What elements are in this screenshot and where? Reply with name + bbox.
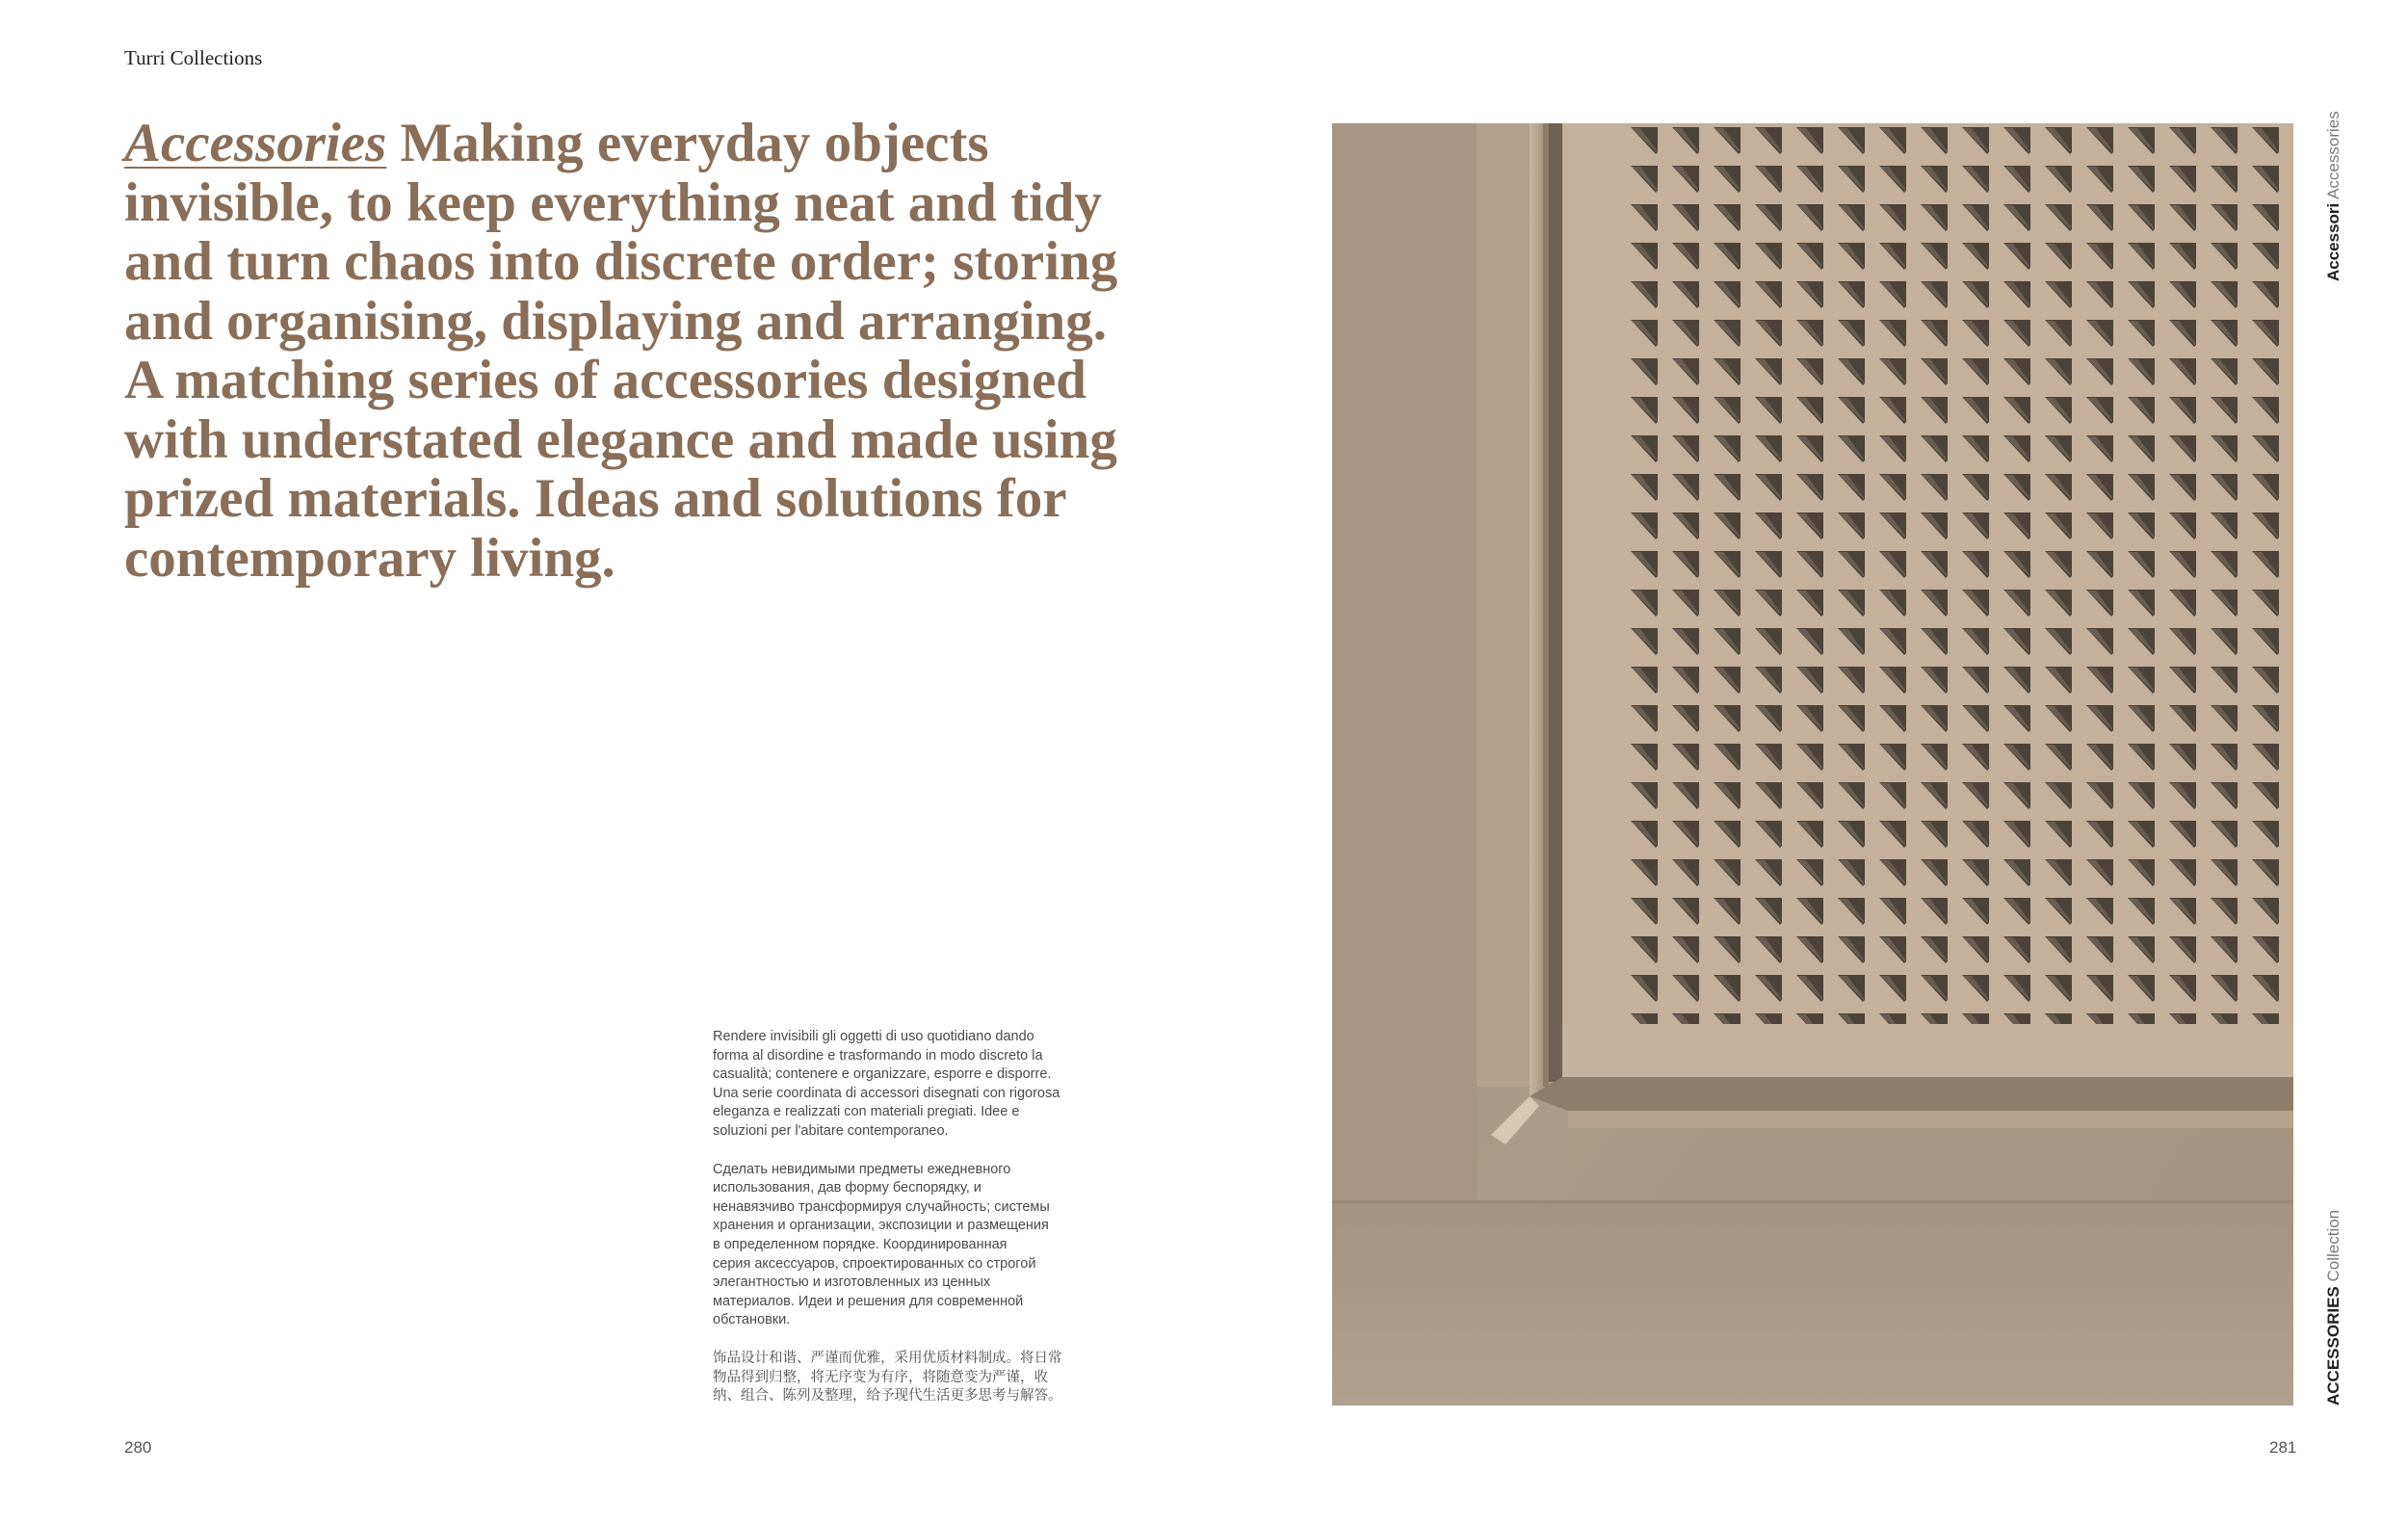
headline-line-2: invisible, to keep everything neat and tidy xyxy=(124,171,1102,233)
headline-line-6: with understated elegance and made using xyxy=(124,408,1117,470)
text-line: хранения и организации, экспозиции и размещения xyxy=(713,1218,1049,1234)
section-label-strong: Accessori xyxy=(2324,202,2343,281)
page-number-right: 281 xyxy=(2269,1438,2297,1457)
text-line: casualità; contenere e organizzare, esporre e disporre. xyxy=(713,1066,1052,1083)
text-line: в определенном порядке. Координированная xyxy=(713,1236,1008,1252)
headline-line-3: and turn chaos into discrete order; storing xyxy=(124,231,1118,292)
text-line: материалов. Идеи и решения для современной xyxy=(713,1293,1024,1309)
text-line: использования, дав форму беспорядку, и xyxy=(713,1180,982,1196)
product-photo xyxy=(1332,123,2293,1406)
russian-paragraph xyxy=(713,1161,1108,1330)
text-line: элегантностью и изготовленных из ценных xyxy=(713,1274,991,1291)
text-line: 物品得到归整，将无序变为有序，将随意变为严谨，收 xyxy=(713,1369,1048,1385)
headline-line-7: prized materials. Ideas and solutions for xyxy=(124,468,1067,529)
brand-name: Turri Collections xyxy=(124,46,263,69)
text-line: 饰品设计和谐、严谨而优雅，采用优质材料制成。将日常 xyxy=(713,1350,1062,1366)
headline-text: Making everyday objects xyxy=(386,113,989,173)
text-line: серия аксессуаров, спроектированных со строгой xyxy=(713,1255,1036,1272)
page-number-left: 280 xyxy=(124,1438,152,1457)
text-line: soluzioni per l'abitare contemporaneo. xyxy=(713,1122,949,1139)
text-line: ненавязчиво трансформируя случайность; системы xyxy=(713,1198,1050,1215)
text-line: Сделать невидимыми предметы ежедневного xyxy=(713,1161,1011,1177)
translations xyxy=(713,1028,1108,1426)
section-label-bottom xyxy=(2324,1210,2343,1406)
section-label-top xyxy=(2324,111,2343,281)
italian-paragraph xyxy=(713,1028,1108,1142)
text-line: eleganza e realizzati con materiali pregiati. Idee e xyxy=(713,1104,1020,1120)
section-label-light: Collection xyxy=(2324,1209,2343,1282)
text-line: обстановки. xyxy=(713,1312,791,1328)
section-label-light: Accessories xyxy=(2324,111,2343,199)
headline-line-1 xyxy=(124,114,1087,173)
text-line: Rendere invisibili gli oggetti di uso quotidiano dando xyxy=(713,1029,1034,1044)
text-line: Una serie coordinata di accessori disegnati con rigorosa xyxy=(713,1085,1060,1101)
text-line: forma al disordine e trasformando in modo discreto la xyxy=(713,1047,1043,1064)
headline xyxy=(124,113,1118,589)
headline-line-4: and organising, displaying and arranging. xyxy=(124,290,1107,352)
section-label-strong: ACCESSORIES xyxy=(2324,1286,2343,1406)
headline-line-8: contemporary living. xyxy=(124,527,615,589)
perforated-panel-image xyxy=(1332,123,2293,1406)
headline-line-5: A matching series of accessories designed xyxy=(124,350,1086,410)
headline-lead: Accessories xyxy=(124,113,387,173)
chinese-paragraph xyxy=(713,1350,1108,1406)
text-line: 纳、组合、陈列及整理，给予现代生活更多思考与解答。 xyxy=(713,1388,1062,1405)
